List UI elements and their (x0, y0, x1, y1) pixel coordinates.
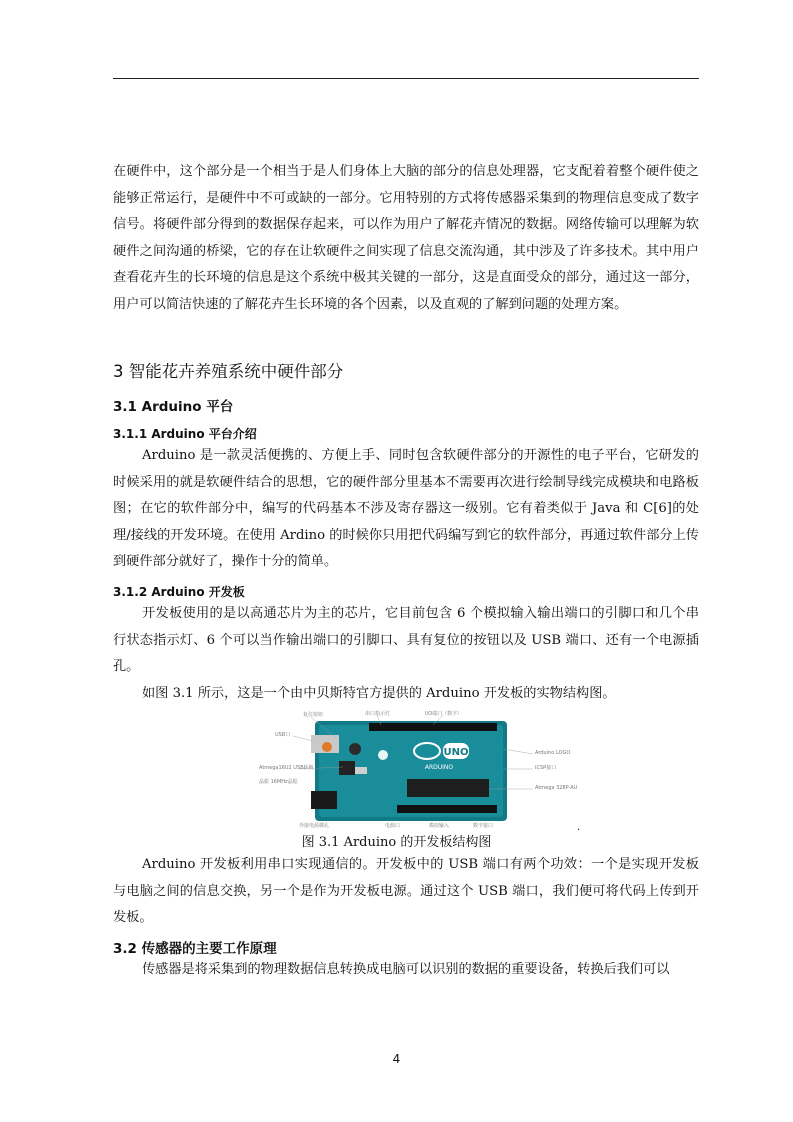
section-3-1-2-paragraph-2: 如图 3.1 所示，这是一个由中贝斯特官方提供的 Arduino 开发板的实物结构图。 (142, 685, 616, 701)
section-3-1-1-paragraph: Arduino 是一款灵活便携的、方便上手、同时包含软硬件部分的开源性的电子平台，它研发的时候采用的就是软硬件结合的思想，它的硬件部分里基本不需要再次进行绘制导线完成模块和电路板图；在它的软件部分中，编写的代码基本不涉及寄存器这一级别。它有着类似于 Java 和 C[6]的处理/接线的开发环境。在使用 Ardino 的时候你只用把代码编写到它的软件部分，再通过软件部分上传到硬件部分就好了，操作十分的简单。 (113, 448, 699, 569)
section-3-2-block (113, 957, 699, 984)
section-3-1-title: 3.1 Arduino 平台 (113, 399, 234, 415)
label-icsp: ICSP接口 (535, 765, 557, 771)
label-reset-button: 复位按钮 (303, 712, 324, 718)
section-3-2-title: 3.2 传感器的主要工作原理 (113, 941, 277, 957)
label-atmega16u2: Atmega16U2 USB转换 (259, 765, 314, 771)
page-number: 4 (392, 1052, 401, 1066)
arduino-board-figure (257, 709, 578, 831)
label-io-digital: I/O端口（数字） (425, 711, 463, 717)
label-arduino-logo: Arduino LOGO (535, 750, 571, 756)
section-3-1-1-title: 3.1.1 Arduino 平台介绍 (113, 427, 257, 441)
label-usb-port: USB口 (275, 732, 291, 738)
intro-paragraph: 在硬件中，这个部分是一个相当于是人们身体上大脑的部分的信息处理器，它支配着着整个硬件使之能够正常运行，是硬件中不可或缺的一部分。它用特别的方式将传感器采集到的物理信息变成了数字信号。将硬件部分得到的数据保存起来，可以作为用户了解花卉情况的数据。网络传输可以理解为软硬件之间沟通的桥梁，它的存在让软硬件之间实现了信息交流沟通，其中涉及了许多技术。其中用户查看花卉生的长环境的信息是这个系统中极其关键的一部分，这是直面受众的部分，通过这一部分，用户可以简洁快速的了解花卉生长环境的各个因素，以及直观的了解到问题的处理方案。 (113, 164, 699, 312)
label-atmega328p: Atmega 328P-AU (535, 785, 578, 791)
label-power-jack: 外接电源插孔 (299, 823, 330, 829)
after-figure-paragraph: Arduino 开发板利用串口实现通信的。开发板中的 USB 端口有两个功效：一个是实现开发板与电脑之间的信息交换，另一个是作为开发板电源。通过这个 USB 端口，我们便可将代码上传到开发板。 (113, 857, 699, 925)
section-3-1-2-title: 3.1.2 Arduino 开发板 (113, 585, 245, 599)
arduino-board-image (257, 709, 578, 831)
board-brand-text: ARDUINO (424, 764, 454, 771)
after-figure-block (113, 852, 699, 932)
label-digital-pins: 数字接口 (473, 823, 494, 829)
section-3-2-paragraph: 传感器是将采集到的物理数据信息转换成电脑可以识别的数据的重要设备，转换后我们可以 (142, 962, 670, 977)
section-3-1-1-block (113, 443, 699, 576)
label-analog-in: 模拟输入 (429, 823, 450, 829)
board-logo-text: UNO (443, 747, 469, 758)
section-3-1-2-paragraph-1: 开发板使用的是以高通芯片为主的芯片，它目前包含 6 个模拟输入输出端口的引脚口和几个串行状态指示灯、6 个可以当作输出端口的引脚口、具有复位的按钮以及 USB 端口、还有一个电源插孔。 (113, 606, 699, 674)
header-rule (113, 78, 699, 79)
label-power-pins: 电源口 (385, 823, 401, 829)
section-3-1-2-block (113, 601, 699, 707)
section-3-title: 3 智能花卉养殖系统中硬件部分 (113, 362, 344, 381)
figure-trailing-mark: . (577, 822, 581, 833)
label-serial-led: 串口指示灯 (365, 711, 391, 717)
label-crystal: 晶振 16MHz晶振 (259, 779, 298, 785)
intro-block (113, 159, 699, 318)
figure-caption: 图 3.1 Arduino 的开发板结构图 (301, 835, 492, 850)
